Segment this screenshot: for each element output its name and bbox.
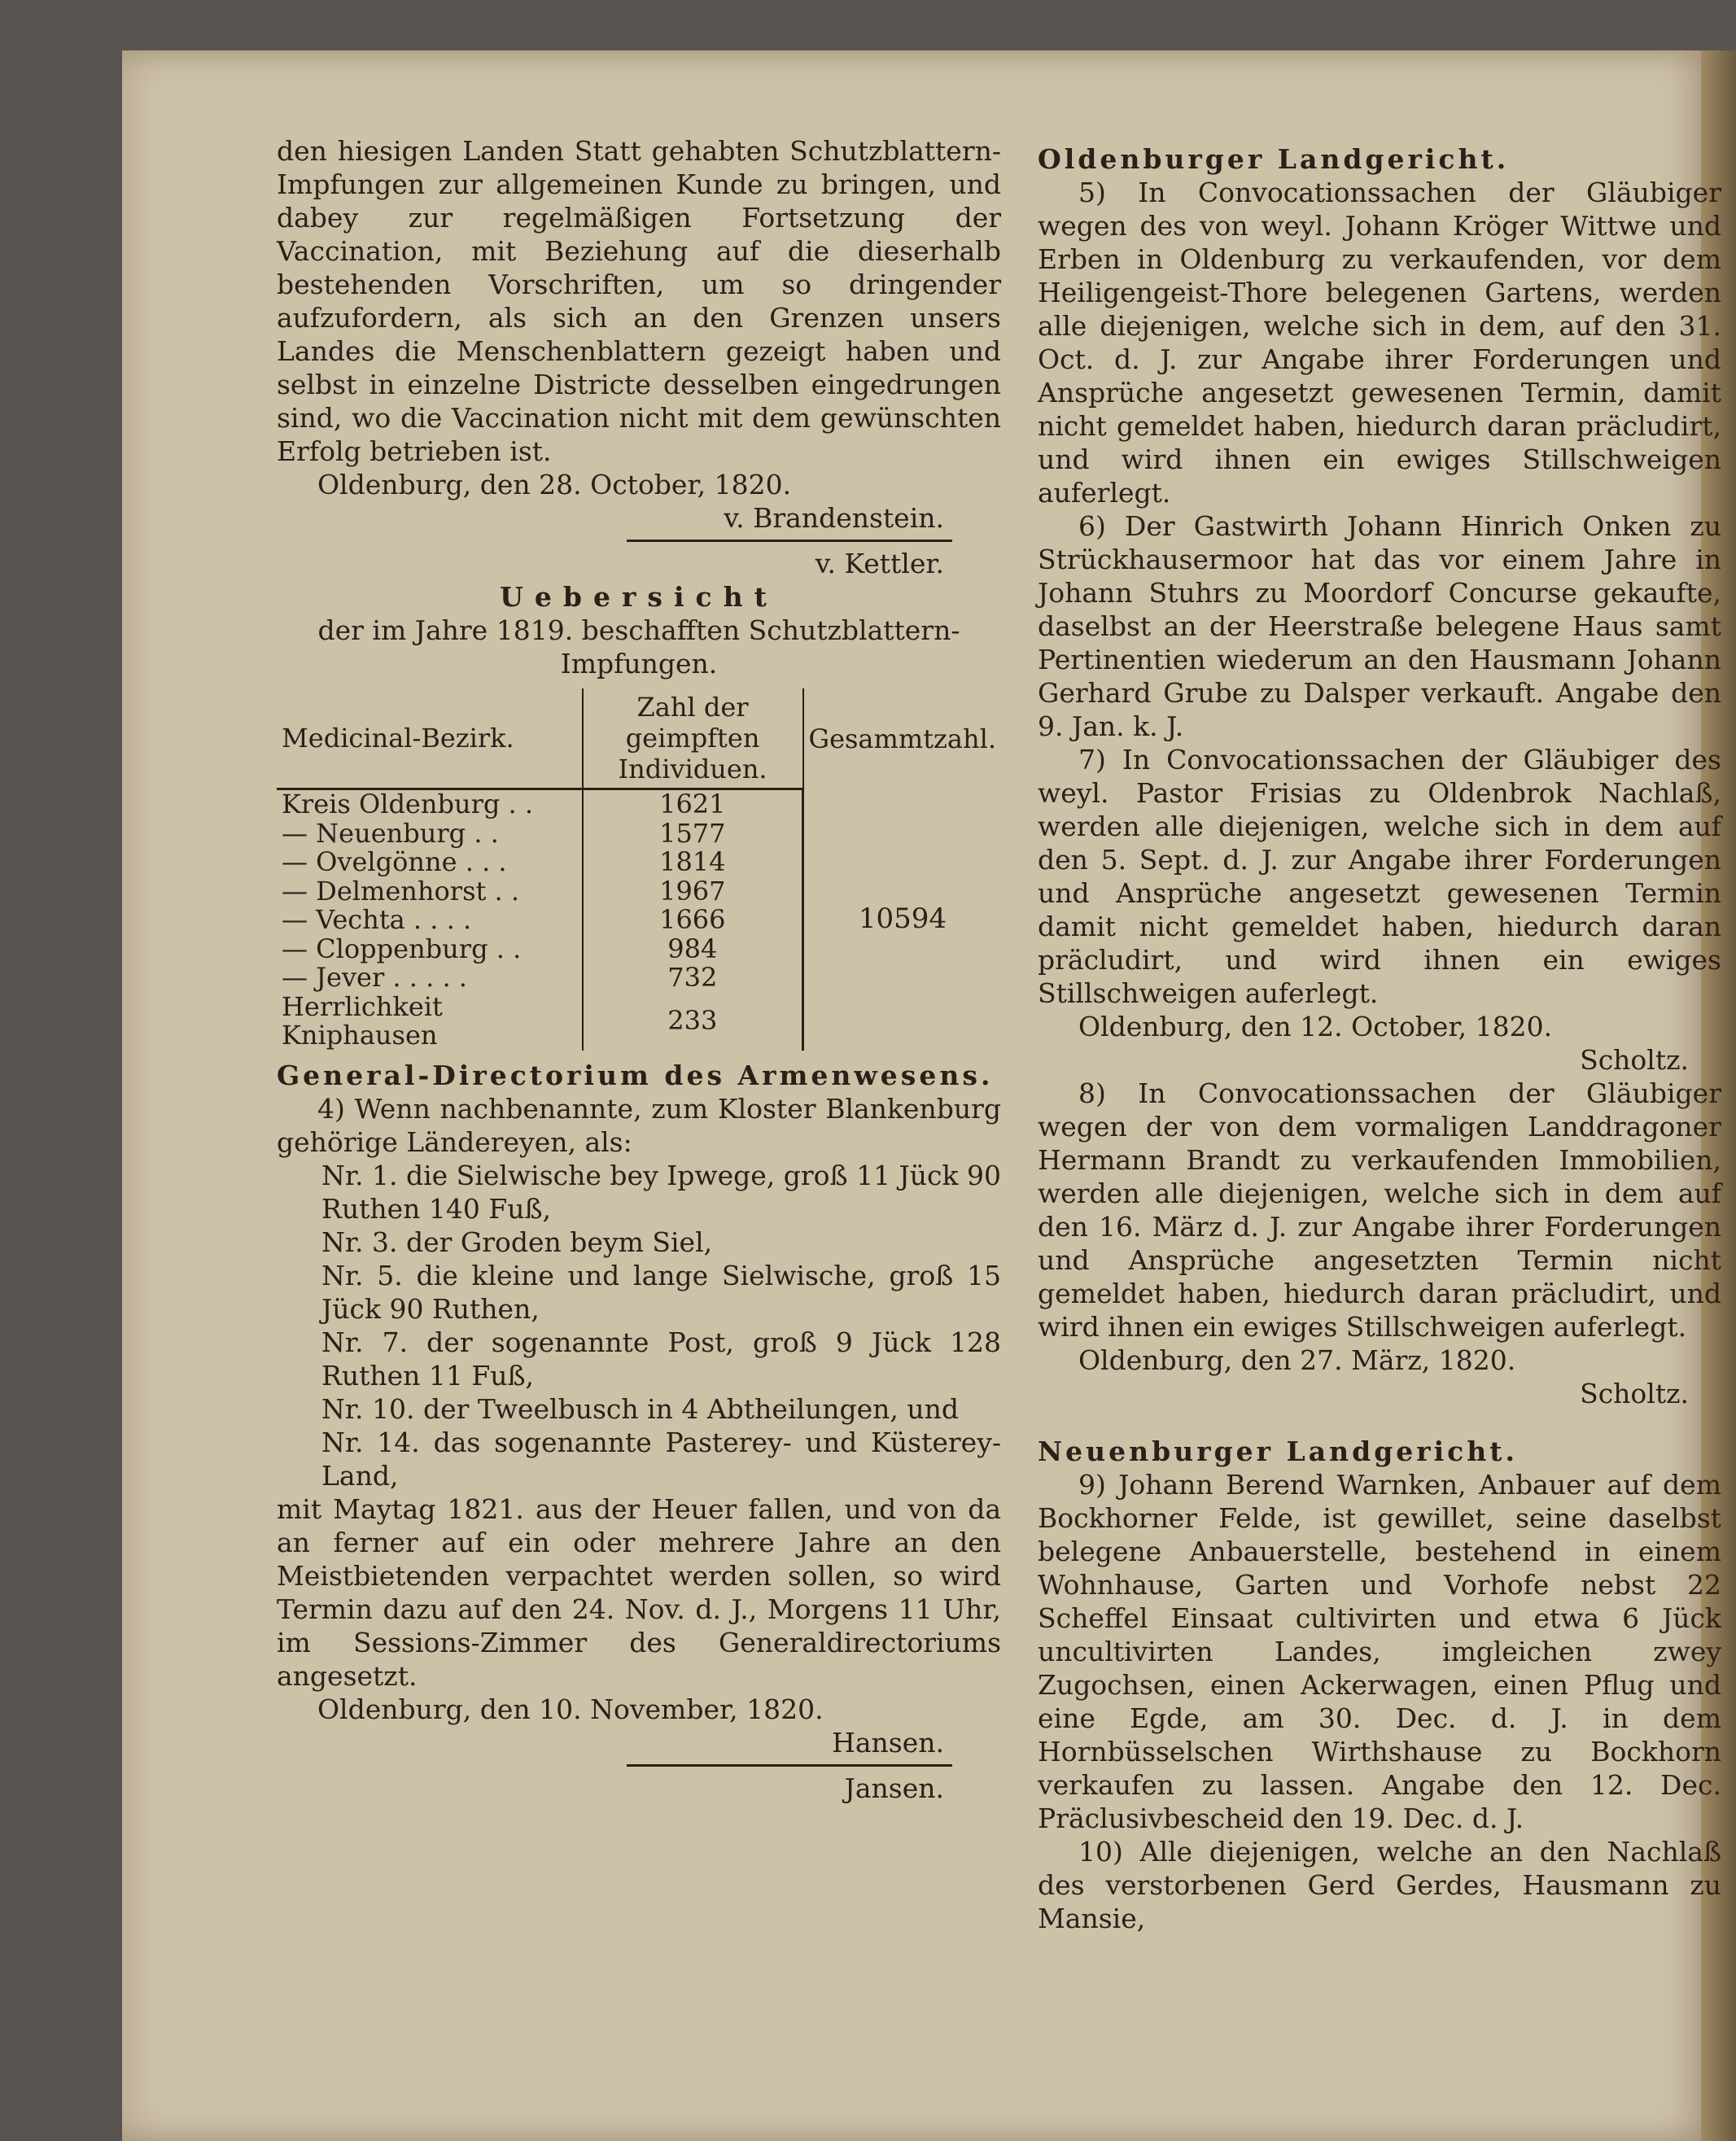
list-item: Nr. 3. der Groden beym Siel,	[321, 1226, 713, 1258]
paragraph-7: 7) In Convocationssachen der Gläubiger des weyl. Pastor Frisias zu Oldenbrok Nachlaß, werden alle diejenigen, welche sich in dem auf den 5. Sept. d. J. zur Angabe ihrer Forderungen und Ansprüche angesetzt gewesenen Termin damit nicht gemeldet haben, hiedurch daran präcludirt, und wird ihnen ein ewiges Stillschweigen auferlegt.	[1038, 744, 1721, 1009]
district: Herrlichkeit Kniphausen	[282, 990, 443, 1051]
district: — Jever . . . . .	[282, 962, 467, 993]
count: 1814	[583, 848, 803, 877]
signature-scholtz-2: Scholtz.	[1580, 1378, 1689, 1409]
left-column	[277, 134, 1001, 1805]
district: — Cloppenburg . .	[282, 933, 522, 964]
count: 984	[583, 935, 803, 964]
paragraph-4-date: Oldenburg, den 10. November, 1820.	[317, 1693, 824, 1725]
count: 1621	[583, 789, 803, 819]
count: 1577	[583, 819, 803, 849]
signature-brandenstein: v. Brandenstein.	[724, 502, 944, 534]
list-item: Nr. 7. der sogenannte Post, groß 9 Jück 128 Ruthen 11 Fuß,	[321, 1326, 1001, 1392]
paragraph-8-date: Oldenburg, den 27. März, 1820.	[1078, 1344, 1516, 1376]
right-column	[1038, 134, 1721, 1935]
header-total: Gesammtzahl.	[803, 688, 1002, 789]
signature-kettler: v. Kettler.	[815, 548, 944, 579]
header-district: Medicinal-Bezirk.	[277, 688, 583, 789]
paragraph-9: 9) Johann Berend Warnken, Anbauer auf dem Bockhorner Felde, ist gewillet, seine daselbst belegene Anbauerstelle, bestehend in einem Wohnhause, Garten und Vorhofe nebst 22 Scheffel Einsaat cultivirten und etwa 6 Jück uncultivirten Landes, imgleichen zwey Zugochsen, einen Ackerwagen, einen Pflug und eine Egde, am 30. Dec. d. J. in dem Hornbüsselschen Wirthshause zu Bockhorn verkaufen zu lassen. Angabe den 12. Dec. Präclusivbescheid den 19. Dec. d. J.	[1038, 1469, 1721, 1834]
paragraph-10: 10) Alle diejenigen, welche an den Nachlaß des verstorbenen Gerd Gerdes, Hausmann zu Mansie,	[1038, 1836, 1721, 1934]
count: 233	[583, 993, 803, 1051]
vaccination-table	[277, 688, 1001, 1051]
intro-paragraph: den hiesigen Landen Statt gehabten Schutzblattern-Impfungen zur allgemeinen Kunde zu bringen, und dabey zur regelmäßigen Fortsetzung der Vaccination, mit Beziehung auf die dieserhalb bestehenden Vorschriften, um so dringender aufzufordern, als sich an den Grenzen unsers Landes die Menschenblattern gezeigt haben und selbst in einzelne Districte desselben eingedrungen sind, wo die Vaccination nicht mit dem gewünschten Erfolg betrieben ist.	[277, 135, 1001, 467]
district: — Delmenhorst . .	[282, 875, 520, 907]
count: 732	[583, 963, 803, 993]
total: 10594	[803, 789, 1002, 1051]
list-item: Nr. 10. der Tweelbusch in 4 Abtheilungen, und	[321, 1392, 960, 1425]
paragraph-4-intro: 4) Wenn nachbenannte, zum Kloster Blankenburg gehörige Ländereyen, als:	[277, 1092, 1001, 1158]
list-item: Nr. 1. die Sielwische bey Ipwege, groß 11 Jück 90 Ruthen 140 Fuß,	[321, 1159, 1001, 1225]
paragraph-4-text: mit Maytag 1821. aus der Heuer fallen, und von da an ferner auf ein oder mehrere Jahre an den Meistbietenden verpachtet werden sollen, so wird Termin dazu auf den 24. Nov. d. J., Morgens 11 Uhr, im Sessions-Zimmer des Generaldirectoriums angesetzt.	[277, 1492, 1001, 1692]
count: 1666	[583, 906, 803, 935]
list-item: Nr. 14. das sogenannte Pasterey- und Küsterey-Land,	[321, 1426, 1001, 1492]
table-header-row	[277, 688, 1001, 789]
count: 1967	[583, 877, 803, 907]
table-subtitle: der im Jahre 1819. beschafften Schutzblattern-Impfungen.	[317, 614, 960, 679]
list-item: Nr. 5. die kleine und lange Sielwische, groß 15 Jück 90 Ruthen,	[321, 1259, 1001, 1325]
header-count: Zahl der geimpften Individuen.	[583, 688, 803, 789]
district: Kreis Oldenburg . .	[282, 789, 534, 819]
district: — Neuenburg . .	[282, 817, 499, 849]
table-title: Uebersicht	[500, 581, 778, 613]
paragraph-7-date: Oldenburg, den 12. October, 1820.	[1078, 1011, 1553, 1042]
table-row	[277, 789, 1001, 819]
signature-scholtz-1: Scholtz.	[1580, 1044, 1689, 1076]
place-date: Oldenburg, den 28. October, 1820.	[317, 469, 792, 500]
section-heading: General-Directorium des Armenwesens.	[277, 1059, 994, 1091]
court-heading-neuenburg: Neuenburger Landgericht.	[1038, 1435, 1519, 1467]
court-heading-oldenburg: Oldenburger Landgericht.	[1038, 143, 1510, 175]
paragraph-8: 8) In Convocationssachen der Gläubiger wegen der von dem vormaligen Landdragoner Hermann Brandt zu verkaufenden Immobilien, werden alle diejenigen, welche sich in dem auf den 16. März d. J. zur Angabe ihrer Forderungen und Ansprüche angesetzten Termin nicht gemeldet haben, hiedurch daran präcludirt, und wird ihnen ein ewiges Stillschweigen auferlegt.	[1038, 1077, 1721, 1343]
district: — Ovelgönne . . .	[282, 846, 507, 877]
district: — Vechta . . . .	[282, 904, 472, 935]
signature-jansen: Jansen.	[844, 1772, 944, 1804]
divider	[627, 540, 952, 542]
signature-hansen: Hansen.	[832, 1726, 944, 1759]
paragraph-6: 6) Der Gastwirth Johann Hinrich Onken zu Strückhausermoor hat das vor einem Jahre in Johann Stuhrs zu Moordorf Concurse gekaufte, daselbst an der Heerstraße belegene Haus samt Pertinentien wiederum an den Hausmann Johann Gerhard Grube zu Dalsper verkauft. Angabe den 9. Jan. k. J.	[1038, 510, 1721, 742]
divider	[627, 1764, 952, 1767]
paragraph-5: 5) In Convocationssachen der Gläubiger wegen des von weyl. Johann Kröger Wittwe und Erben in Oldenburg zu verkaufenden, vor dem Heiligengeist-Thore belegenen Gartens, werden alle diejenigen, welche sich in dem, auf den 31. Oct. d. J. zur Angabe ihrer Forderungen und Ansprüche angesetzt gewesenen Termin, damit nicht gemeldet haben, hiedurch daran präcludirt, und wird ihnen ein ewiges Stillschweigen auferlegt.	[1038, 177, 1721, 509]
